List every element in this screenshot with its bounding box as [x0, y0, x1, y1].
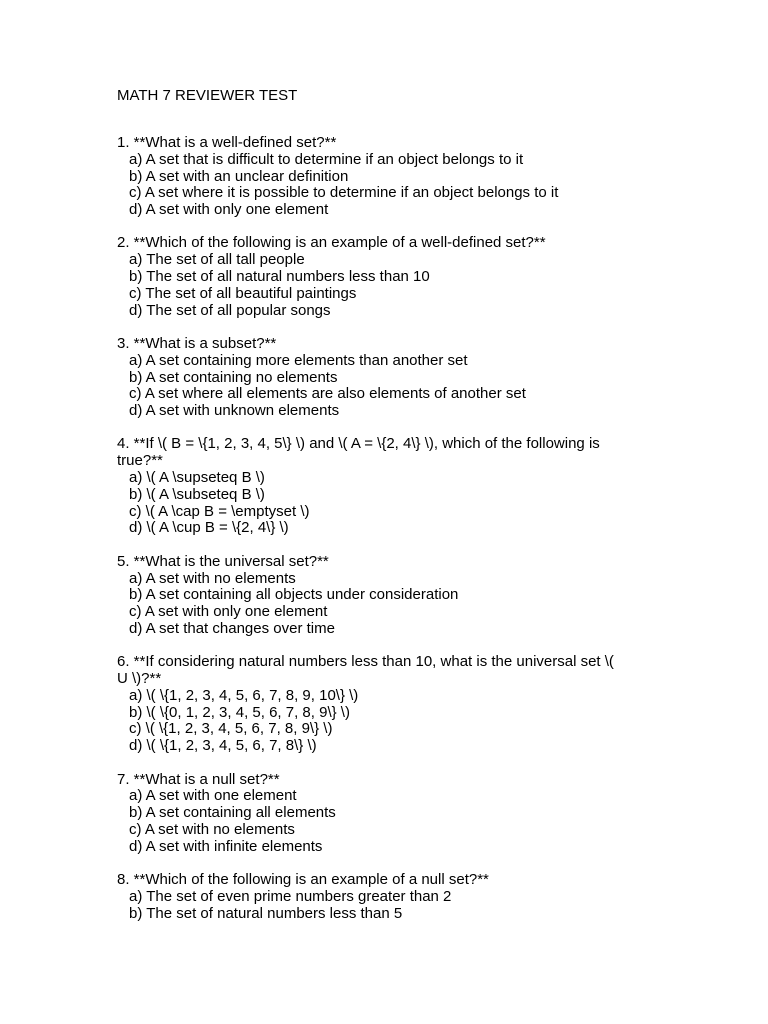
question-8: [117, 872, 637, 922]
document-title: MATH 7 REVIEWER TEST: [117, 87, 298, 104]
option-d: d) A set that changes over time: [129, 619, 335, 637]
option-c: c) A set with only one element: [129, 603, 328, 621]
question-text: 7. **What is a null set?**: [117, 770, 280, 788]
option-c: c) The set of all beautiful paintings: [129, 284, 357, 302]
option-a: a) A set containing more elements than another set: [129, 351, 468, 369]
question-text: 4. **If \( B = \{1, 2, 3, 4, 5\} \) and \( A = \{2, 4\} \), which of the following is true?**: [117, 435, 600, 470]
question-text: 8. **Which of the following is an example of a null set?**: [117, 870, 489, 888]
question-3: [117, 336, 637, 420]
question-text: 3. **What is a subset?**: [117, 334, 277, 352]
question-5: [117, 554, 637, 638]
question-text: 6. **If considering natural numbers less than 10, what is the universal set \( U \)?**: [117, 653, 614, 688]
option-d: d) A set with infinite elements: [129, 837, 323, 855]
option-a: a) \( A \supseteq B \): [129, 469, 265, 487]
question-text: 1. **What is a well-defined set?**: [117, 134, 337, 151]
option-b: b) A set containing all elements: [129, 804, 336, 822]
option-b: b) A set containing all objects under consideration: [129, 586, 459, 604]
option-a: a) The set of even prime numbers greater than 2: [129, 887, 452, 905]
question-6: [117, 654, 637, 755]
question-2: [117, 235, 637, 319]
option-d: d) A set with only one element: [129, 201, 329, 219]
option-a: a) A set that is difficult to determine if an object belongs to it: [129, 150, 524, 168]
option-d: d) \( A \cup B = \{2, 4\} \): [129, 519, 289, 537]
question-1: [117, 135, 637, 219]
option-d: d) The set of all popular songs: [129, 301, 331, 319]
option-c: c) A set where all elements are also elements of another set: [129, 385, 526, 403]
option-c: c) \( \{1, 2, 3, 4, 5, 6, 7, 8, 9\} \): [129, 720, 333, 738]
option-b: b) \( \{0, 1, 2, 3, 4, 5, 6, 7, 8, 9\} \): [129, 703, 350, 721]
option-c: c) A set with no elements: [129, 820, 295, 838]
option-a: a) A set with no elements: [129, 569, 296, 587]
option-b: b) The set of all natural numbers less than 10: [129, 268, 430, 286]
option-a: a) The set of all tall people: [129, 251, 305, 269]
option-c: c) \( A \cap B = \emptyset \): [129, 502, 310, 520]
option-d: d) \( \{1, 2, 3, 4, 5, 6, 7, 8\} \): [129, 737, 317, 755]
option-b: b) \( A \subseteq B \): [129, 485, 265, 503]
question-4: [117, 436, 637, 537]
option-b: b) The set of natural numbers less than 5: [129, 904, 403, 922]
option-d: d) A set with unknown elements: [129, 402, 340, 420]
option-a: a) A set with one element: [129, 787, 297, 805]
question-text: 2. **Which of the following is an example of a well-defined set?**: [117, 234, 546, 252]
option-b: b) A set containing no elements: [129, 368, 338, 386]
option-a: a) \( \{1, 2, 3, 4, 5, 6, 7, 8, 9, 10\} \): [129, 686, 359, 704]
option-b: b) A set with an unclear definition: [129, 167, 349, 185]
question-list: [117, 135, 637, 939]
question-7: [117, 772, 637, 856]
option-c: c) A set where it is possible to determine if an object belongs to it: [129, 184, 559, 202]
question-text: 5. **What is the universal set?**: [117, 552, 329, 570]
